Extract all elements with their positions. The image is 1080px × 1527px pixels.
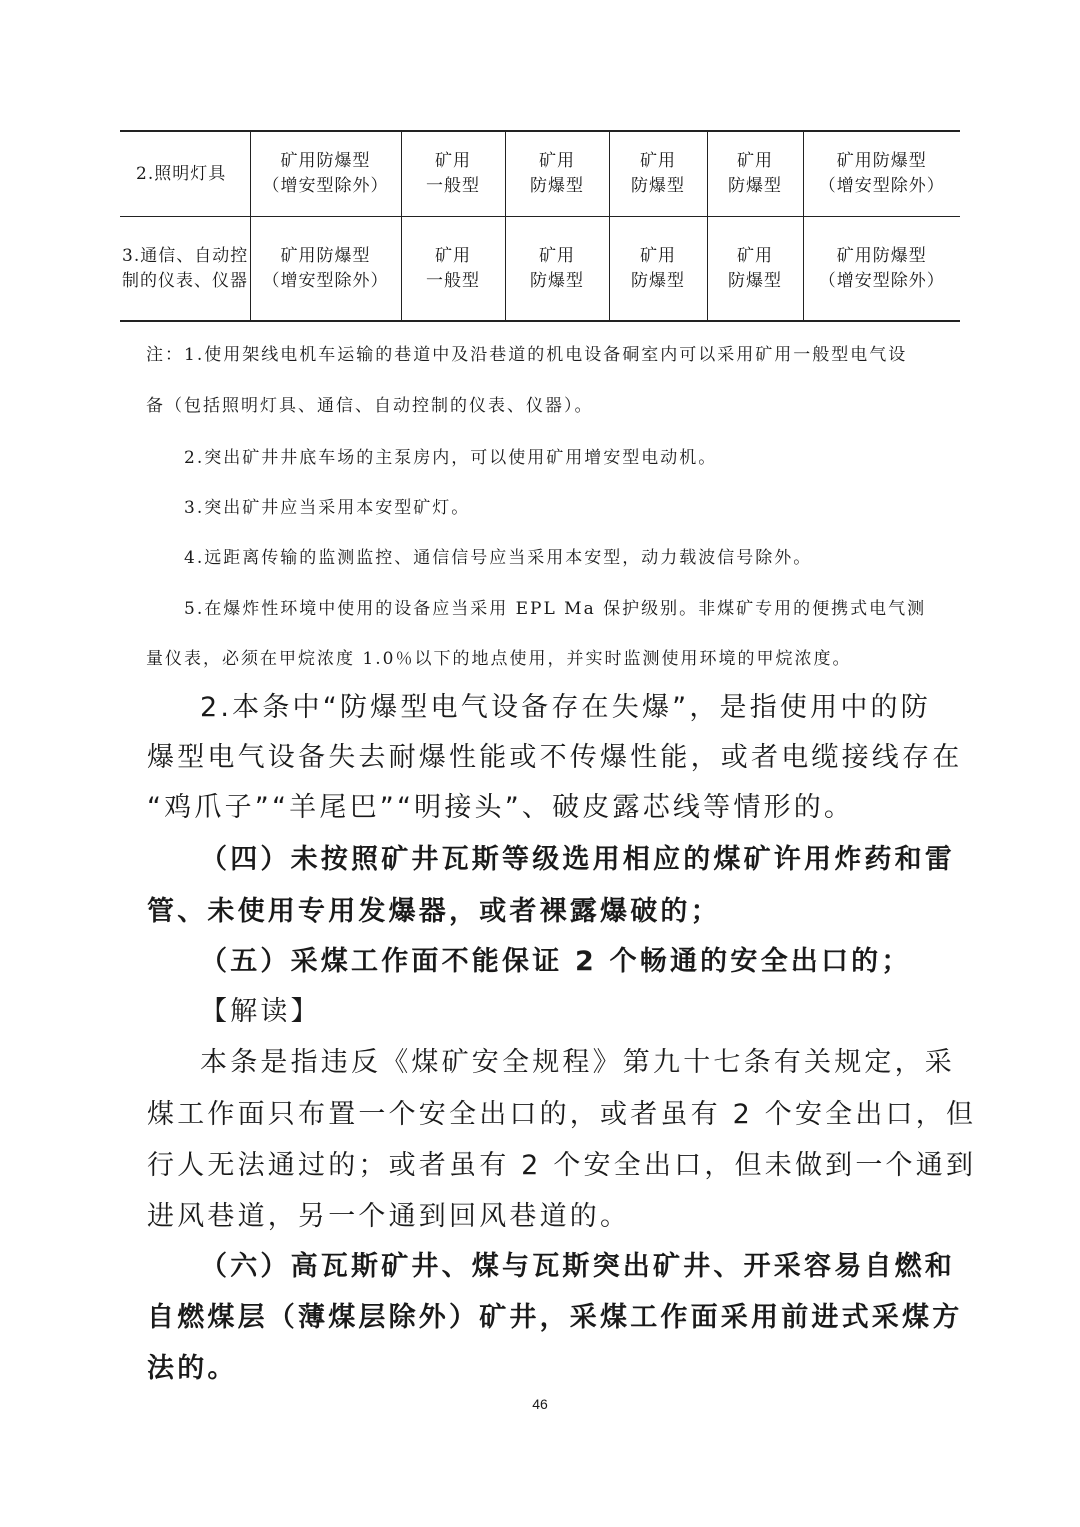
paragraph-line: 自燃煤层（薄煤层除外）矿井，采煤工作面采用前进式采煤方 — [147, 1302, 963, 1333]
table-cell: 矿用 防爆型 — [707, 217, 803, 322]
table-row — [120, 217, 960, 322]
paragraph-line: 本条是指违反《煤矿安全规程》第九十七条有关规定，采 — [200, 1047, 955, 1078]
table-cell: 矿用 一般型 — [401, 131, 505, 217]
table-note: 3.突出矿井应当采用本安型矿灯。 — [184, 498, 471, 518]
table-note: 4.远距离传输的监测监控、通信信号应当采用本安型，动力载波信号除外。 — [184, 548, 813, 568]
table-note: 注：1.使用架线电机车运输的巷道中及沿巷道的机电设备硐室内可以采用矿用一般型电气设 — [146, 345, 908, 365]
paragraph-line: “鸡爪子”“羊尾巴”“明接头”、破皮露芯线等情形的。 — [147, 792, 855, 823]
paragraph-line: 爆型电气设备失去耐爆性能或不传爆性能，或者电缆接线存在 — [147, 742, 963, 773]
table-cell: 矿用 防爆型 — [505, 131, 609, 217]
table-note: 5.在爆炸性环境中使用的设备应当采用 EPL Ma 保护级别。非煤矿专用的便携式电气测 — [184, 599, 927, 619]
paragraph-line: 管、未使用专用发爆器，或者裸露爆破的； — [147, 896, 721, 927]
table-cell: 3.通信、自动控 制的仪表、仪器 — [120, 217, 250, 322]
section-heading: 【解读】 — [200, 996, 321, 1027]
paragraph-line: 煤工作面只布置一个安全出口的，或者虽有 2 个安全出口，但 — [147, 1099, 977, 1130]
table-note: 2.突出矿井井底车场的主泵房内，可以使用矿用增安型电动机。 — [184, 448, 718, 468]
table-row — [120, 131, 960, 217]
table-cell: 矿用防爆型 （增安型除外） — [250, 217, 401, 322]
table-cell: 矿用 防爆型 — [505, 217, 609, 322]
equipment-table — [120, 130, 960, 322]
page-number: 46 — [532, 1396, 548, 1412]
paragraph-line: （四）未按照矿井瓦斯等级选用相应的煤矿许用炸药和雷 — [200, 844, 955, 875]
table-cell: 矿用 防爆型 — [707, 131, 803, 217]
table-note: 量仪表，必须在甲烷浓度 1.0％以下的地点使用，并实时监测使用环境的甲烷浓度。 — [146, 649, 852, 669]
table-cell: 矿用防爆型 （增安型除外） — [250, 131, 401, 217]
table-cell: 矿用防爆型 （增安型除外） — [818, 245, 945, 291]
paragraph-line: 行人无法通过的；或者虽有 2 个安全出口，但未做到一个通到 — [147, 1150, 977, 1181]
paragraph-line: 进风巷道，另一个通到回风巷道的。 — [147, 1201, 631, 1232]
table-cell: 矿用 防爆型 — [609, 217, 707, 322]
table-cell: 矿用防爆型 （增安型除外） — [803, 131, 960, 217]
paragraph-line: 2.本条中“防爆型电气设备存在失爆”，是指使用中的防 — [200, 692, 931, 723]
table-note: 备（包括照明灯具、通信、自动控制的仪表、仪器）。 — [146, 396, 594, 416]
paragraph-line: 法的。 — [147, 1353, 238, 1384]
table-cell: 矿用 一般型 — [401, 217, 505, 322]
paragraph-line: （五）采煤工作面不能保证 2 个畅通的安全出口的； — [200, 946, 912, 977]
table-cell: 2.照明灯具 — [120, 131, 250, 217]
paragraph-line: （六）高瓦斯矿井、煤与瓦斯突出矿井、开采容易自燃和 — [200, 1251, 955, 1282]
table-cell: 矿用 防爆型 — [609, 131, 707, 217]
